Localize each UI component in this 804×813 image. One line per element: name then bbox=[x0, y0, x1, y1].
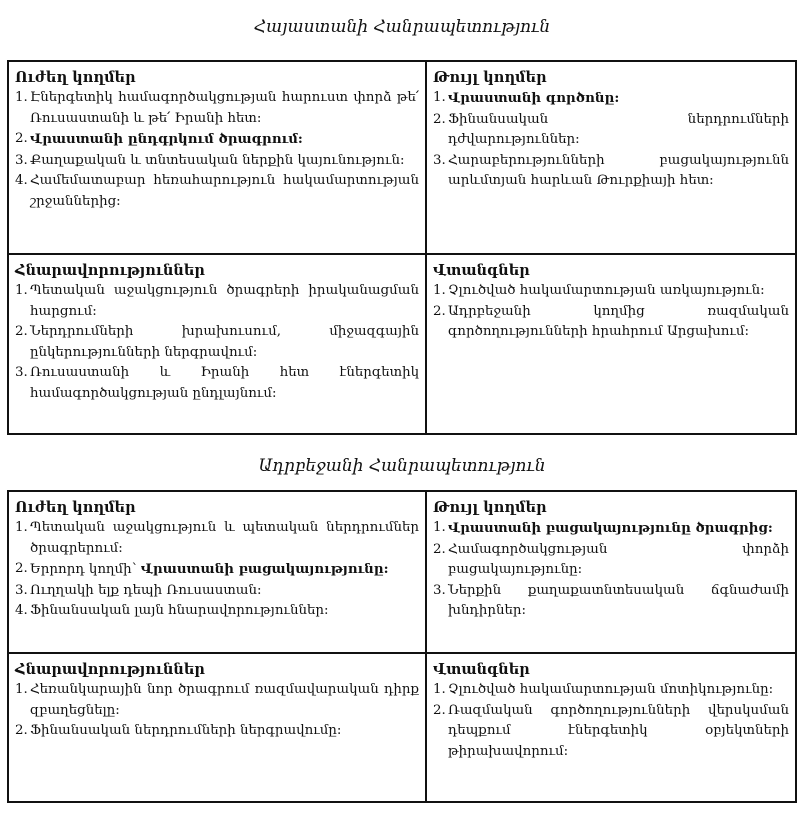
item-number: 1. bbox=[15, 682, 28, 697]
list-item bbox=[15, 171, 419, 212]
threats-cell bbox=[427, 654, 795, 801]
item-number: 3. bbox=[15, 582, 28, 598]
threats-list bbox=[433, 680, 789, 762]
item-number: 1. bbox=[433, 520, 446, 535]
list-item bbox=[433, 581, 789, 622]
weaknesses-cell bbox=[427, 492, 795, 654]
item-text: Չլուծված հակամարտության մոտիկությունը: bbox=[448, 682, 774, 697]
strengths-heading: Ուժեղ կողմեր bbox=[15, 499, 136, 516]
item-text: Վրաստանի ընդգրկում ծրագրում: bbox=[30, 131, 303, 147]
item-text: Ֆինանսական ներդրումների դժվարություններ: bbox=[448, 111, 789, 147]
item-text: Չլուծված հակամարտության առկայություն: bbox=[448, 283, 765, 298]
item-text: Ուղղակի ելք դեպի Ռուսաստան: bbox=[30, 582, 262, 598]
opportunities-list bbox=[15, 680, 419, 742]
list-item bbox=[433, 281, 789, 302]
list-item bbox=[15, 601, 419, 622]
item-number: 1. bbox=[15, 283, 28, 298]
item-text: Համագործակցության փորձի բացակայությունը: bbox=[448, 541, 789, 577]
weaknesses-heading: Թույլ կողմեր bbox=[433, 499, 547, 516]
list-item bbox=[433, 540, 789, 581]
item-number: 1. bbox=[433, 682, 446, 697]
item-text: Ֆինանսական ներդրումների ներգրավումը: bbox=[30, 723, 342, 738]
opportunities-cell bbox=[9, 255, 427, 433]
list-item bbox=[433, 110, 789, 151]
item-text: Պետական աջակցություն և պետական ներդրումներ ծրագրերում: bbox=[30, 520, 419, 556]
list-item bbox=[15, 281, 419, 322]
item-number: 3. bbox=[15, 152, 28, 168]
list-item bbox=[433, 151, 789, 192]
item-number: 2. bbox=[15, 324, 28, 339]
item-number: 2. bbox=[433, 111, 446, 127]
item-text: Քաղաքական և տնտեսական ներքին կայունություն: bbox=[30, 152, 405, 168]
list-item bbox=[15, 151, 419, 172]
item-text: Էներգետիկ համագործակցության հարուստ փորձ թե՛ Ռուսաստանի և թե՛ Իրանի հետ: bbox=[30, 90, 419, 126]
list-item bbox=[15, 581, 419, 602]
list-item bbox=[433, 302, 789, 343]
weaknesses-cell bbox=[427, 62, 795, 255]
opportunities-cell bbox=[9, 654, 427, 801]
strengths-heading: Ուժեղ կողմեր bbox=[15, 69, 136, 86]
item-number: 1. bbox=[15, 520, 28, 535]
strengths-cell bbox=[9, 492, 427, 654]
swot-table-armenia bbox=[7, 60, 797, 435]
item-number: 4. bbox=[15, 173, 28, 188]
item-number: 2. bbox=[433, 702, 446, 718]
item-text: Համեմատաբար հեռահարություն հակամարտության շրջաններից: bbox=[30, 173, 419, 209]
weaknesses-list bbox=[433, 518, 789, 622]
item-number: 2. bbox=[15, 561, 28, 576]
item-number: 3. bbox=[433, 152, 446, 168]
list-item bbox=[15, 322, 419, 363]
item-number: 3. bbox=[433, 582, 446, 598]
list-item bbox=[15, 129, 419, 151]
item-text: Ռազմական գործողությունների վերսկսման դեպքում էներգետիկ օբյեկտների թիրախավորում: bbox=[448, 702, 789, 759]
strengths-cell bbox=[9, 62, 427, 255]
item-number: 1. bbox=[433, 283, 446, 298]
item-number: 2. bbox=[15, 723, 28, 738]
list-item bbox=[433, 701, 789, 763]
item-text: Ներդրումների խրախուսում, միջազգային ընկերությունների ներգրավում: bbox=[30, 324, 419, 360]
item-number: 2. bbox=[433, 303, 446, 319]
item-text: Երրորդ կողմի՝ bbox=[30, 562, 141, 577]
list-item bbox=[433, 518, 789, 540]
item-number: 1. bbox=[15, 90, 28, 105]
item-number: 2. bbox=[15, 131, 28, 146]
item-number: 2. bbox=[433, 541, 446, 557]
item-text: Ֆինանսական լայն հնարավորություններ: bbox=[30, 603, 329, 618]
list-item bbox=[433, 680, 789, 701]
list-item bbox=[15, 518, 419, 559]
weaknesses-heading: Թույլ կողմեր bbox=[433, 69, 547, 86]
weaknesses-list bbox=[433, 88, 789, 192]
strengths-list bbox=[15, 518, 419, 622]
list-item bbox=[15, 88, 419, 129]
item-text: Վրաստանի բացակայությունը ծրագրից: bbox=[448, 520, 773, 536]
item-text: Պետական աջակցություն ծրագրերի իրականացման հարցում: bbox=[30, 283, 419, 319]
item-number: 1. bbox=[433, 90, 446, 105]
item-text: Հեռանկարային նոր ծրագրում ռազմավարական դիրք զբաղեցնելը: bbox=[30, 682, 419, 718]
list-item bbox=[433, 88, 789, 110]
item-text: Վրաստանի գործոնը: bbox=[448, 90, 620, 106]
list-item bbox=[15, 680, 419, 721]
threats-list bbox=[433, 281, 789, 343]
item-text: Ներքին քաղաքատնտեսական ճգնաժամի խնդիրներ: bbox=[448, 582, 789, 618]
list-item bbox=[15, 559, 419, 581]
swot-table-azerbaijan bbox=[7, 490, 797, 803]
item-text-bold: Վրաստանի բացակայությունը: bbox=[140, 561, 389, 577]
strengths-list bbox=[15, 88, 419, 212]
table-caption-azerbaijan: Ադրբեջանի Հանրապետություն bbox=[258, 456, 546, 476]
threats-heading: Վտանգներ bbox=[433, 262, 530, 279]
opportunities-heading: Հնարավորություններ bbox=[15, 262, 205, 279]
item-text: Ռուսաստանի և Իրանի հետ էներգետիկ համագործակցության ընդլայնում: bbox=[30, 365, 419, 401]
item-text: Ադրբեջանի կողմից ռազմական գործողությունների հրահրում Արցախում: bbox=[448, 303, 789, 339]
threats-cell bbox=[427, 255, 795, 433]
item-number: 4. bbox=[15, 603, 28, 618]
opportunities-list bbox=[15, 281, 419, 404]
item-number: 3. bbox=[15, 365, 28, 380]
list-item bbox=[15, 721, 419, 742]
threats-heading: Վտանգներ bbox=[433, 661, 530, 678]
opportunities-heading: Հնարավորություններ bbox=[15, 661, 205, 678]
item-text: Հարաբերությունների բացակայությունն արևմտյան հարևան Թուրքիայի հետ: bbox=[448, 152, 789, 188]
table-caption-armenia: Հայաստանի Հանրապետություն bbox=[253, 17, 551, 37]
list-item bbox=[15, 363, 419, 404]
